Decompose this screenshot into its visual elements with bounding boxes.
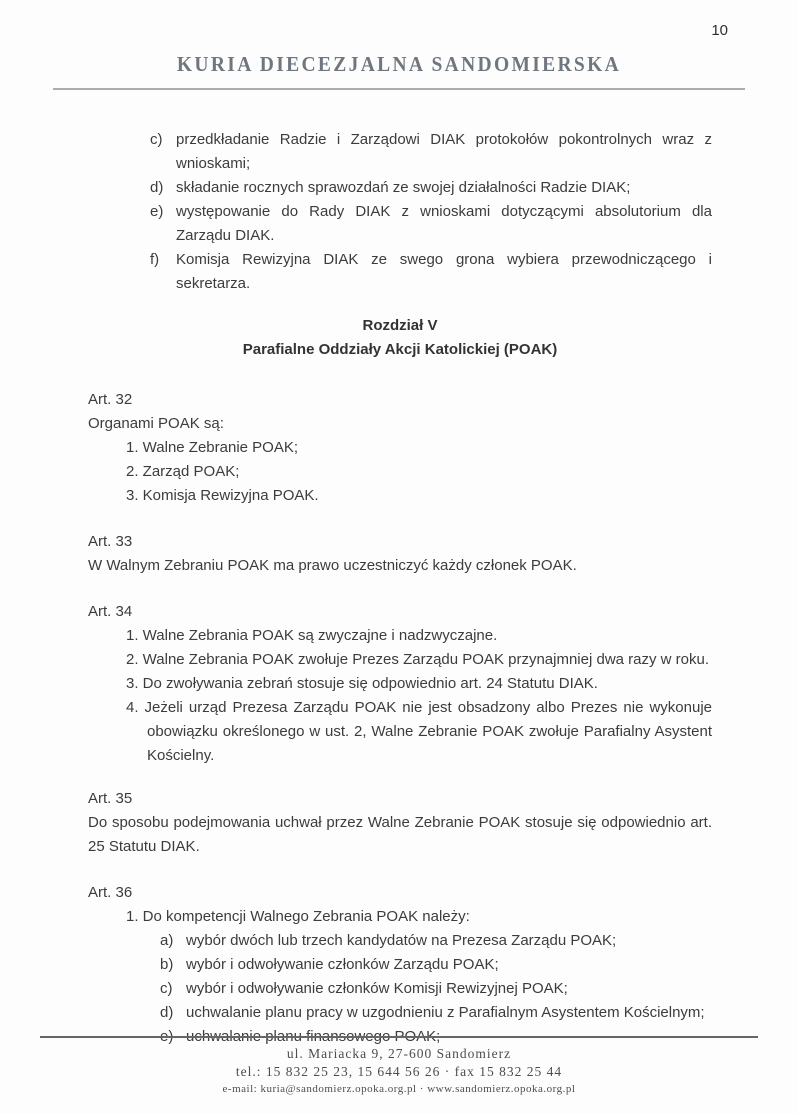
item-text: uchwalanie planu finansowego POAK; [186, 1028, 441, 1045]
item-marker: b) [160, 956, 174, 973]
footer-phone: tel.: 15 832 25 23, 15 644 56 26 · fax 15 832 25 44 [235, 1064, 563, 1079]
list-item-b [160, 953, 712, 977]
chapter-title: Rozdział V [362, 317, 438, 334]
numbered-item: 1. Walne Zebrania POAK są zwyczajne i nadzwyczajne. [126, 627, 498, 644]
list-item-a [160, 929, 712, 953]
article-label: Art. 33 [88, 533, 133, 550]
item-marker: a) [160, 932, 174, 949]
item-marker: c) [160, 980, 173, 997]
numbered-item: 3. Do zwoływania zebrań stosuje się odpowiednio art. 24 Statutu DIAK. [126, 675, 598, 692]
sub-lettered-list [160, 929, 712, 1049]
footer [40, 1036, 758, 1097]
chapter-subtitle: Parafialne Oddziały Akcji Katolickiej (POAK) [242, 341, 558, 358]
article-label: Art. 36 [88, 884, 133, 901]
item-marker: e) [160, 1028, 174, 1045]
letterhead [0, 0, 798, 90]
lettered-list [88, 128, 712, 296]
footer-address: ul. Mariacka 9, 27-600 Sandomierz [286, 1046, 512, 1061]
item-marker: d) [160, 1004, 174, 1021]
article-33 [88, 530, 712, 578]
item-text: Komisja Rewizyjna DIAK ze swego grona wybiera przewodniczącego i sekretarza. [176, 251, 712, 292]
page-number: 10 [711, 22, 728, 39]
letterhead-title: KURIA DIECEZJALNA SANDOMIERSKA [176, 52, 622, 76]
item-text: składanie rocznych sprawozdań ze swojej działalności Radzie DIAK; [176, 179, 631, 196]
item-text: występowanie do Rady DIAK z wnioskami dotyczącymi absolutorium dla Zarządu DIAK. [176, 203, 712, 244]
list-item-f [150, 248, 712, 296]
item-marker: e) [150, 203, 164, 220]
item-marker: c) [150, 131, 163, 148]
article-36 [88, 881, 712, 1049]
item-text: uchwalanie planu pracy w uzgodnieniu z Parafialnym Asystentem Kościelnym; [186, 1004, 705, 1021]
article-label: Art. 34 [88, 603, 133, 620]
item-marker: d) [150, 179, 164, 196]
article-label: Art. 35 [88, 790, 133, 807]
article-34 [88, 600, 712, 768]
article-text: Do sposobu podejmowania uchwał przez Walne Zebranie POAK stosuje się odpowiednio art. 25 Statutu DIAK. [88, 814, 712, 855]
list-item-c [160, 977, 712, 1001]
numbered-list [126, 624, 712, 768]
footer-email-web: e-mail: kuria@sandomierz.opoka.org.pl · www.sandomierz.opoka.org.pl [222, 1083, 576, 1095]
footer-rule [40, 1036, 758, 1038]
header-rule [53, 88, 745, 90]
document-body [88, 128, 712, 1049]
item-text: wybór i odwoływanie członków Zarządu POAK; [186, 956, 499, 973]
list-item-d [160, 1001, 712, 1025]
item-marker: f) [150, 251, 160, 268]
numbered-item: 4. Jeżeli urząd Prezesa Zarządu POAK nie jest obsadzony albo Prezes nie wykonuje obowiązku określonego w ust. 2, Walne Zebranie POAK zwołuje Parafialny Asystent Kościelny. [126, 699, 712, 764]
article-intro: Organami POAK są: [88, 415, 224, 432]
item-text: wybór i odwoływanie członków Komisji Rewizyjnej POAK; [186, 980, 568, 997]
numbered-list [126, 436, 712, 508]
article-35 [88, 787, 712, 859]
numbered-item: 2. Walne Zebrania POAK zwołuje Prezes Zarządu POAK przynajmniej dwa razy w roku. [126, 651, 710, 668]
list-item-e [150, 200, 712, 248]
item-text: przedkładanie Radzie i Zarządowi DIAK protokołów pokontrolnych wraz z wnioskami; [176, 131, 712, 172]
article-intro: 1. Do kompetencji Walnego Zebrania POAK należy: [126, 908, 470, 925]
list-item-d [150, 176, 712, 200]
chapter-heading [88, 314, 712, 362]
numbered-item: 1. Walne Zebranie POAK; [126, 439, 299, 456]
item-text: wybór dwóch lub trzech kandydatów na Prezesa Zarządu POAK; [186, 932, 617, 949]
article-label: Art. 32 [88, 391, 133, 408]
numbered-item: 3. Komisja Rewizyjna POAK. [126, 487, 319, 504]
list-item-c [150, 128, 712, 176]
article-text: W Walnym Zebraniu POAK ma prawo uczestniczyć każdy członek POAK. [88, 557, 577, 574]
numbered-item: 2. Zarząd POAK; [126, 463, 240, 480]
article-32 [88, 388, 712, 508]
